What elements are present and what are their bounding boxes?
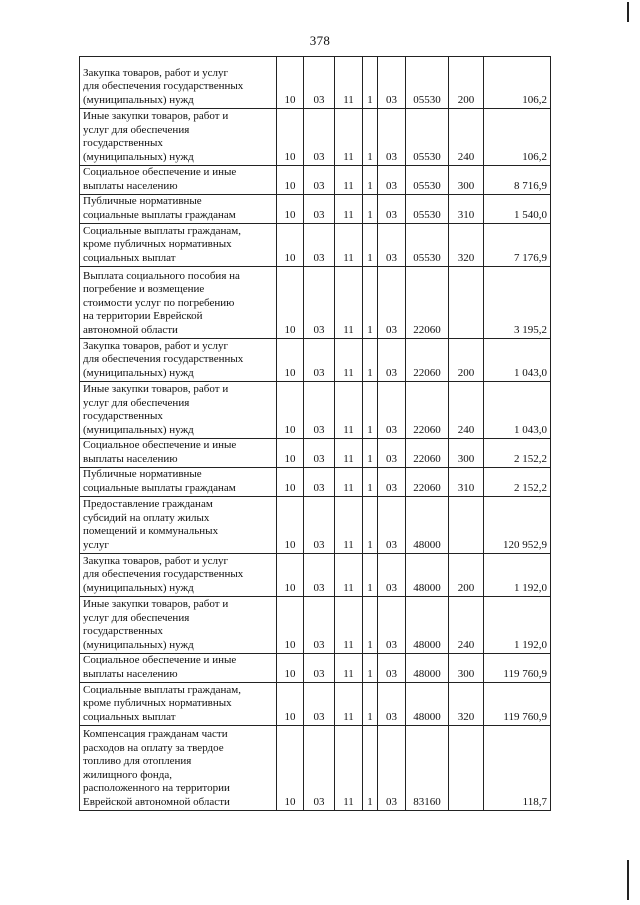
row-description: Выплата социального пособия на погребение и возмещение стоимости услуг по погребению на территории Еврейской автономной области xyxy=(80,267,277,339)
target-code-program: 11 xyxy=(335,468,363,497)
target-code-program: 11 xyxy=(335,195,363,224)
expense-type-code xyxy=(449,497,484,554)
target-code-subprogram: 1 xyxy=(363,439,378,468)
expense-type-code: 240 xyxy=(449,597,484,654)
target-code-subprogram: 1 xyxy=(363,267,378,339)
expense-type-code: 300 xyxy=(449,166,484,195)
section-code: 10 xyxy=(277,382,304,439)
table-row xyxy=(80,339,551,382)
row-description: Компенсация гражданам части расходов на оплату за твердое топливо для отопления жилищного фонда, расположенного на территории Еврейской автономной области xyxy=(80,726,277,811)
target-code-program: 11 xyxy=(335,109,363,166)
table-row xyxy=(80,726,551,811)
target-code-program: 11 xyxy=(335,726,363,811)
target-code-subprogram: 1 xyxy=(363,597,378,654)
target-code-subprogram: 1 xyxy=(363,497,378,554)
target-code-subprogram: 1 xyxy=(363,195,378,224)
target-code-event: 03 xyxy=(378,382,406,439)
table-row xyxy=(80,597,551,654)
subsection-code: 03 xyxy=(304,726,335,811)
table-row xyxy=(80,468,551,497)
expense-type-code: 200 xyxy=(449,57,484,109)
target-code-event: 03 xyxy=(378,267,406,339)
amount-value: 2 152,2 xyxy=(484,439,551,468)
table-row xyxy=(80,654,551,683)
row-description: Социальные выплаты гражданам, кроме публичных нормативных социальных выплат xyxy=(80,683,277,726)
target-code-program: 11 xyxy=(335,166,363,195)
row-description: Публичные нормативные социальные выплаты гражданам xyxy=(80,195,277,224)
target-code-direction: 05530 xyxy=(406,109,449,166)
expense-type-code: 320 xyxy=(449,224,484,267)
target-code-direction: 48000 xyxy=(406,597,449,654)
amount-value: 1 192,0 xyxy=(484,554,551,597)
target-code-direction: 22060 xyxy=(406,339,449,382)
table-body xyxy=(80,57,551,811)
target-code-event: 03 xyxy=(378,683,406,726)
target-code-subprogram: 1 xyxy=(363,554,378,597)
subsection-code: 03 xyxy=(304,468,335,497)
amount-value: 1 043,0 xyxy=(484,339,551,382)
target-code-program: 11 xyxy=(335,497,363,554)
row-description: Закупка товаров, работ и услуг для обеспечения государственных (муниципальных) нужд xyxy=(80,554,277,597)
target-code-event: 03 xyxy=(378,654,406,683)
table-row xyxy=(80,439,551,468)
section-code: 10 xyxy=(277,195,304,224)
target-code-program: 11 xyxy=(335,654,363,683)
subsection-code: 03 xyxy=(304,554,335,597)
expense-type-code: 320 xyxy=(449,683,484,726)
amount-value: 106,2 xyxy=(484,109,551,166)
margin-mark-bottom xyxy=(627,860,629,900)
target-code-direction: 48000 xyxy=(406,554,449,597)
target-code-subprogram: 1 xyxy=(363,57,378,109)
expense-type-code: 310 xyxy=(449,195,484,224)
expense-type-code xyxy=(449,726,484,811)
target-code-event: 03 xyxy=(378,597,406,654)
row-description: Предоставление гражданам субсидий на оплату жилых помещений и коммунальных услуг xyxy=(80,497,277,554)
target-code-direction: 48000 xyxy=(406,497,449,554)
amount-value: 119 760,9 xyxy=(484,683,551,726)
row-description: Закупка товаров, работ и услуг для обеспечения государственных (муниципальных) нужд xyxy=(80,339,277,382)
target-code-program: 11 xyxy=(335,683,363,726)
target-code-subprogram: 1 xyxy=(363,382,378,439)
table-row xyxy=(80,195,551,224)
expense-type-code: 300 xyxy=(449,654,484,683)
amount-value: 7 176,9 xyxy=(484,224,551,267)
target-code-program: 11 xyxy=(335,597,363,654)
expense-type-code: 300 xyxy=(449,439,484,468)
target-code-event: 03 xyxy=(378,339,406,382)
table-row xyxy=(80,497,551,554)
target-code-subprogram: 1 xyxy=(363,468,378,497)
table-row xyxy=(80,554,551,597)
target-code-direction: 22060 xyxy=(406,267,449,339)
target-code-subprogram: 1 xyxy=(363,109,378,166)
amount-value: 1 043,0 xyxy=(484,382,551,439)
target-code-direction: 22060 xyxy=(406,382,449,439)
section-code: 10 xyxy=(277,166,304,195)
target-code-direction: 83160 xyxy=(406,726,449,811)
target-code-subprogram: 1 xyxy=(363,166,378,195)
target-code-event: 03 xyxy=(378,166,406,195)
table-row xyxy=(80,166,551,195)
row-description: Публичные нормативные социальные выплаты гражданам xyxy=(80,468,277,497)
target-code-direction: 48000 xyxy=(406,654,449,683)
target-code-program: 11 xyxy=(335,57,363,109)
expense-type-code: 200 xyxy=(449,339,484,382)
amount-value: 120 952,9 xyxy=(484,497,551,554)
amount-value: 118,7 xyxy=(484,726,551,811)
subsection-code: 03 xyxy=(304,57,335,109)
section-code: 10 xyxy=(277,683,304,726)
target-code-event: 03 xyxy=(378,224,406,267)
target-code-program: 11 xyxy=(335,439,363,468)
amount-value: 1 192,0 xyxy=(484,597,551,654)
expense-type-code: 240 xyxy=(449,382,484,439)
table-row xyxy=(80,382,551,439)
section-code: 10 xyxy=(277,654,304,683)
section-code: 10 xyxy=(277,267,304,339)
target-code-direction: 48000 xyxy=(406,683,449,726)
row-description: Социальное обеспечение и иные выплаты населению xyxy=(80,654,277,683)
subsection-code: 03 xyxy=(304,109,335,166)
amount-value: 8 716,9 xyxy=(484,166,551,195)
subsection-code: 03 xyxy=(304,439,335,468)
target-code-event: 03 xyxy=(378,468,406,497)
row-description: Социальное обеспечение и иные выплаты населению xyxy=(80,166,277,195)
section-code: 10 xyxy=(277,497,304,554)
target-code-direction: 05530 xyxy=(406,195,449,224)
subsection-code: 03 xyxy=(304,224,335,267)
amount-value: 2 152,2 xyxy=(484,468,551,497)
subsection-code: 03 xyxy=(304,683,335,726)
subsection-code: 03 xyxy=(304,339,335,382)
subsection-code: 03 xyxy=(304,497,335,554)
table-row xyxy=(80,109,551,166)
subsection-code: 03 xyxy=(304,195,335,224)
row-description: Закупка товаров, работ и услуг для обеспечения государственных (муниципальных) нужд xyxy=(80,57,277,109)
target-code-subprogram: 1 xyxy=(363,726,378,811)
section-code: 10 xyxy=(277,109,304,166)
subsection-code: 03 xyxy=(304,597,335,654)
target-code-program: 11 xyxy=(335,339,363,382)
row-description: Иные закупки товаров, работ и услуг для обеспечения государственных (муниципальных) нужд xyxy=(80,597,277,654)
target-code-event: 03 xyxy=(378,109,406,166)
subsection-code: 03 xyxy=(304,166,335,195)
target-code-program: 11 xyxy=(335,224,363,267)
row-description: Иные закупки товаров, работ и услуг для обеспечения государственных (муниципальных) нужд xyxy=(80,109,277,166)
table-row xyxy=(80,224,551,267)
section-code: 10 xyxy=(277,554,304,597)
subsection-code: 03 xyxy=(304,382,335,439)
target-code-event: 03 xyxy=(378,195,406,224)
target-code-direction: 05530 xyxy=(406,224,449,267)
target-code-direction: 05530 xyxy=(406,166,449,195)
target-code-program: 11 xyxy=(335,382,363,439)
target-code-event: 03 xyxy=(378,497,406,554)
target-code-event: 03 xyxy=(378,554,406,597)
target-code-subprogram: 1 xyxy=(363,654,378,683)
amount-value: 106,2 xyxy=(484,57,551,109)
target-code-subprogram: 1 xyxy=(363,683,378,726)
section-code: 10 xyxy=(277,597,304,654)
expense-type-code: 200 xyxy=(449,554,484,597)
amount-value: 1 540,0 xyxy=(484,195,551,224)
target-code-program: 11 xyxy=(335,554,363,597)
section-code: 10 xyxy=(277,339,304,382)
target-code-direction: 22060 xyxy=(406,468,449,497)
target-code-subprogram: 1 xyxy=(363,224,378,267)
section-code: 10 xyxy=(277,57,304,109)
budget-table xyxy=(79,56,551,811)
target-code-direction: 05530 xyxy=(406,57,449,109)
section-code: 10 xyxy=(277,224,304,267)
target-code-program: 11 xyxy=(335,267,363,339)
table-row xyxy=(80,57,551,109)
target-code-subprogram: 1 xyxy=(363,339,378,382)
expense-type-code xyxy=(449,267,484,339)
target-code-direction: 22060 xyxy=(406,439,449,468)
margin-mark-top xyxy=(627,2,629,22)
section-code: 10 xyxy=(277,468,304,497)
row-description: Социальное обеспечение и иные выплаты населению xyxy=(80,439,277,468)
section-code: 10 xyxy=(277,439,304,468)
row-description: Социальные выплаты гражданам, кроме публичных нормативных социальных выплат xyxy=(80,224,277,267)
table-row xyxy=(80,683,551,726)
expense-type-code: 240 xyxy=(449,109,484,166)
table-row xyxy=(80,267,551,339)
subsection-code: 03 xyxy=(304,267,335,339)
page-number: 378 xyxy=(309,33,331,48)
row-description: Иные закупки товаров, работ и услуг для обеспечения государственных (муниципальных) нужд xyxy=(80,382,277,439)
target-code-event: 03 xyxy=(378,57,406,109)
expense-type-code: 310 xyxy=(449,468,484,497)
amount-value: 3 195,2 xyxy=(484,267,551,339)
amount-value: 119 760,9 xyxy=(484,654,551,683)
target-code-event: 03 xyxy=(378,439,406,468)
target-code-event: 03 xyxy=(378,726,406,811)
subsection-code: 03 xyxy=(304,654,335,683)
section-code: 10 xyxy=(277,726,304,811)
